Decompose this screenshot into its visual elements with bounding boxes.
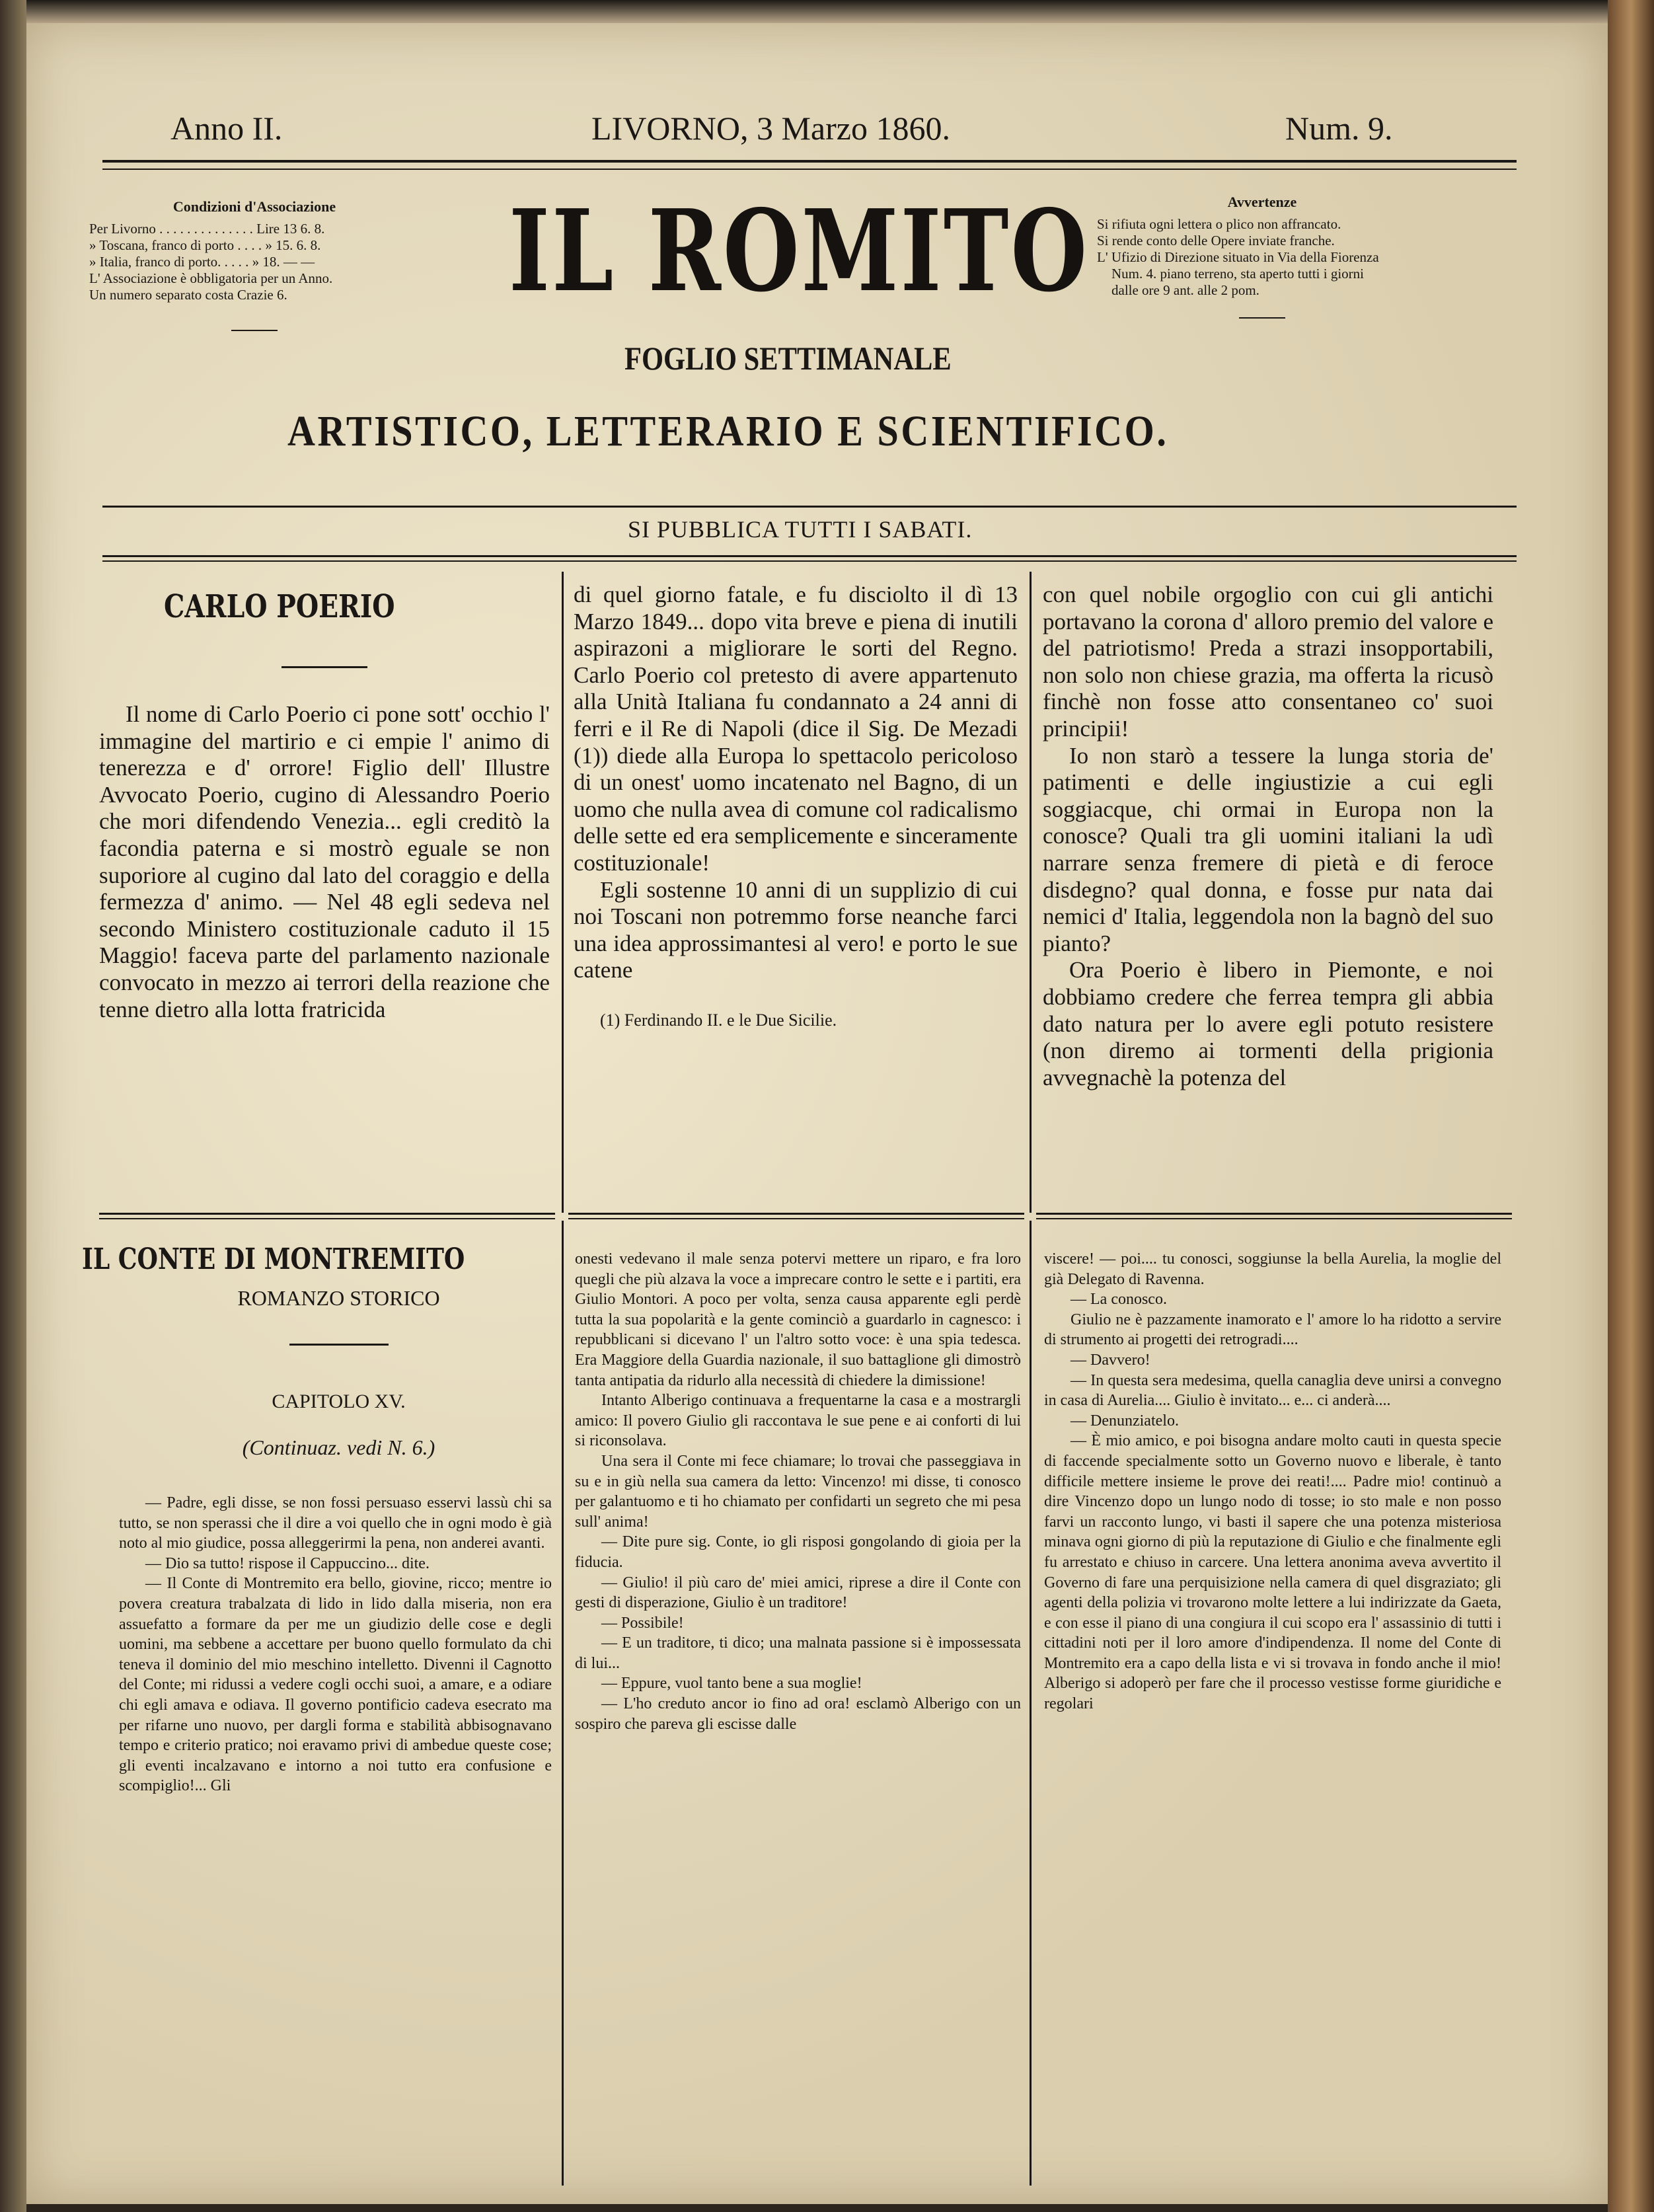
- article-carlo-poerio-col1: [99, 588, 550, 1023]
- conditions-title: Condizioni d'Associazione: [172, 198, 336, 215]
- warnings-box: [1097, 194, 1427, 319]
- conditions-line: L' Associazione è obbligatoria per un Anno.: [89, 270, 333, 286]
- warnings-dash: [1239, 317, 1285, 319]
- masthead-title: IL ROMITO: [509, 185, 1090, 317]
- title-rule: [289, 1344, 389, 1346]
- conditions-line: Un numero separato costa Crazie 6.: [89, 287, 287, 303]
- article-carlo-poerio-col3: [1043, 582, 1493, 1091]
- paragraph: — La conosco.: [1071, 1291, 1167, 1309]
- section-rule: [99, 1218, 555, 1219]
- paragraph: Una sera il Conte mi fece chiamare; lo trovai che passeggiava in su e in giù nella sua camera da letto: Vincenzo! mi disse, ti conosco per galantuomo e ti ho chiamato per confidarti un segreto che mi pesa sull' anima!: [575, 1452, 1021, 1531]
- masthead-subtitle: FOGLIO SETTIMANALE: [624, 340, 952, 377]
- column-divider: [562, 1221, 564, 2186]
- section-rule: [99, 1213, 555, 1215]
- chapter-heading: CAPITOLO XV.: [272, 1391, 406, 1412]
- paragraph: Giulio ne è pazzamente inamorato e l' amore lo ha ridotto a servire di strumento ai progetti dei retrogradi....: [1044, 1311, 1501, 1349]
- paragraph: di quel giorno fatale, e fu disciolto il dì 13 Marzo 1849... dopo vita breve e piena di inutili aspirazoni a migliorare le sorti del Regno. Carlo Poerio col pretesto di avere appartenuto alla Unità Italiana fu condannato a 24 anni di ferri e il Re di Napoli (dice il Sig. De Mezadi (1)) diede alla Europa lo spettacolo pericoloso di un onest' uomo incatenato nel Bagno, di un uomo che nulla avea di comune col radicalismo delle sette ed era semplicemente e sinceramente costituzionale!: [574, 582, 1018, 876]
- paragraph: Il nome di Carlo Poerio ci pone sott' occhio l' immagine del martirio e ci empie l' animo di tenerezza e d' orrore! Figlio dell' Illustre Avvocato Poerio, cugino di Alessandro Poerio che mori difendendo Venezia... egli creditò la facondia paterna e si mostrò eguale se non suporiore al cugino dal lato del coraggio e della fermezza d' animo. — Nel 48 egli sedeva nel secondo Ministero costituzionale caduto il 15 Maggio! faceva parte del parlamento nazionale convocato in mezzo ai terrori della reazione che tenne dietro alla lotta fratricida: [99, 701, 550, 1022]
- book-spine: [0, 0, 26, 2212]
- paragraph: — L'ho creduto ancor io fino ad ora! esclamò Alberigo con un sospiro che pareva gli escisse dalle: [575, 1695, 1021, 1733]
- warnings-line: Si rende conto delle Opere inviate franche.: [1097, 233, 1335, 248]
- warnings-line: Si rifiuta ogni lettera o plico non affrancato.: [1097, 216, 1341, 232]
- section-rule: [568, 1213, 1024, 1215]
- book-top-edge: [0, 0, 1654, 26]
- article-title: IL CONTE DI MONTREMITO: [82, 1242, 465, 1276]
- masthead-tagline: ARTISTICO, LETTERARIO E SCIENTIFICO.: [287, 407, 1169, 455]
- article-carlo-poerio-col2: [574, 582, 1018, 1030]
- paragraph: — Giulio! il più caro de' miei amici, riprese a dire il Conte con gesti di disperazione, Giulio è un traditore!: [575, 1574, 1021, 1612]
- column-divider: [1030, 1221, 1032, 2186]
- publication-schedule: SI PUBBLICA TUTTI I SABATI.: [628, 516, 973, 543]
- issue-place-date: LIVORNO, 3 Marzo 1860.: [591, 110, 950, 147]
- conditions-line: » Italia, franco di porto. . . . . » 18. — —: [89, 254, 315, 270]
- section-rule: [1036, 1218, 1512, 1219]
- paragraph: — Davvero!: [1071, 1351, 1150, 1369]
- book-cover-edge: [1608, 0, 1654, 2212]
- footnote: (1) Ferdinando II. e le Due Sicilie.: [600, 1010, 837, 1030]
- paragraph: — In questa sera medesima, quella canaglia deve unirsi a convegno in casa di Aurelia.... Giulio è invitato... e... ci anderà....: [1044, 1371, 1501, 1410]
- conditions-line: » Toscana, franco di porto . . . . » 15. 6. 8.: [89, 237, 321, 253]
- article-conte-col3: [1044, 1249, 1501, 1714]
- subscription-conditions: [89, 198, 420, 331]
- continuation-note: (Continuaz. vedi N. 6.): [242, 1435, 435, 1459]
- paragraph: — Dio sa tutto! rispose il Cappuccino... dite.: [145, 1554, 430, 1572]
- header-rule-top: [102, 160, 1517, 163]
- warnings-title: Avvertenze: [1227, 194, 1297, 210]
- issue-year: Anno II.: [170, 110, 283, 147]
- column-divider: [1030, 572, 1032, 1213]
- article-title: CARLO POERIO: [163, 588, 395, 625]
- column-divider: [562, 572, 564, 1213]
- header-rule-top-thin: [102, 169, 1517, 170]
- article-subtitle: ROMANZO STORICO: [237, 1286, 440, 1310]
- article-conte-col2: [575, 1249, 1021, 1734]
- paragraph: Ora Poerio è libero in Piemonte, e noi dobbiamo credere che ferrea tempra gli abbia dato natura per lo avere egli potuto resistere (non diremo ai tormenti della prigionia avvegnachè la potenza del: [1043, 957, 1493, 1090]
- paragraph: — Il Conte di Montremito era bello, giovine, ricco; mentre io povera creatura trabalzata di lido in lido dalla miseria, non era assuefatto a formare da per me un giudizio delle cose e degli uomini, ma sebbene a accettare per buono quello formulato da chi teneva il dominio del mio meschino intelletto. Divenni il Cagnotto del Conte; mi ridussi a vedere cogli occhi suoi, a amare, e a odiare chi egli amava e odiava. Il governo pontificio cadeva esecrato ma per rifarne uno nuovo, per dargli forma e stabilità abbisognavano tempo e criterio pratico; noi eravamo privi di ambedue queste cose; gli eventi incalzavano e intorno a noi tutto era confusione e scompiglio!... Gli: [119, 1575, 552, 1795]
- paragraph: Intanto Alberigo continuava a frequentarne la casa e a mostrargli amico: Il povero Giulio gli raccontava le sue pene e ai conforti di lui si riconsolava.: [575, 1392, 1021, 1450]
- paragraph: — Possibile!: [601, 1614, 684, 1632]
- section-rule: [1036, 1213, 1512, 1215]
- paragraph: onesti vedevano il male senza potervi mettere un riparo, e fra loro quegli che più alzava la voce a imprecare contro le sette e i partiti, era Giulio Montori. A poco per volta, senza causa apparente egli perdè tutta la sua popolarità e la gente cominciò a guardarlo in cagnesco: i repubblicani si dicevano l' un l'altro sotto voce: è una spia tedesca. Era Maggiore della Guardia nazionale, il suo battaglione gli dimostrò tanta antipatia da ridurlo alla necessità di chiedere la dimissione!: [575, 1250, 1021, 1389]
- paragraph: — Padre, egli disse, se non fossi persuaso esservi lassù chi sa tutto, se non sperassi che il dire a voi quello che in ogni modo è già noto al mio giudice, possa alleggerirmi la pena, non anderei avanti.: [119, 1494, 552, 1552]
- section-rule: [568, 1218, 1024, 1219]
- schedule-rule-2: [102, 560, 1517, 562]
- masthead-rule-bottom: [102, 506, 1517, 508]
- title-rule: [282, 666, 367, 668]
- article-conte-col1: [82, 1242, 552, 1796]
- paragraph: — E un traditore, ti dico; una malnata passione si è impossessata di lui...: [575, 1634, 1021, 1672]
- warnings-line: L' Ufizio di Direzione situato in Via della Fiorenza: [1097, 249, 1379, 265]
- conditions-dash: [231, 330, 278, 331]
- newspaper-page: [26, 23, 1608, 2204]
- issue-number: Num. 9.: [1285, 110, 1393, 147]
- paragraph: — Dite pure sig. Conte, io gli risposi gongolando di gioia per la fiducia.: [575, 1533, 1021, 1571]
- schedule-rule-1: [102, 555, 1517, 557]
- paragraph: con quel nobile orgoglio con cui gli antichi portavano la corona d' alloro premio del valore e del patriotismo! Preda a strazi insopportabili, non solo non chiese grazia, ma offerta la ricusò finchè non fosse atto consentaneo co' suoi principii!: [1043, 582, 1493, 742]
- paragraph: — Eppure, vuol tanto bene a sua moglie!: [601, 1675, 862, 1693]
- paragraph: Io non starò a tessere la lunga storia de' patimenti e delle ingiustizie a cui egli soggiacque, chi ormai in Europa non la conosce? Quali tra gli uomini italiani la udì narrare senza fremere di pietà e di feroce disdegno? qual donna, e fosse pur nata dai nemici d' Italia, leggendola non la bagnò del suo pianto?: [1043, 742, 1493, 956]
- warnings-line: Num. 4. piano terreno, sta aperto tutti i giorni: [1111, 266, 1364, 282]
- paragraph: Egli sostenne 10 anni di un supplizio di cui noi Toscani non potremmo forse neanche farci una idea approssimantesi al vero! e porto le sue catene: [574, 876, 1018, 983]
- paragraph: viscere! — poi.... tu conosci, soggiunse la bella Aurelia, la moglie del già Delegato di Ravenna.: [1044, 1250, 1501, 1288]
- paragraph: — Denunziatelo.: [1071, 1412, 1179, 1430]
- paragraph: — È mio amico, e poi bisogna andare molto cauti in questa specie di faccende specialmente sotto un Governo nuovo e liberale, è tanto difficile mettere insieme le prove dei reati!.... Padre mio! continuò a dire Vincenzo dopo un lungo nodo di tosse; io sto male e non posso farvi un racconto lungo, vi basti il sapere che una potenza misteriosa minava ogni giorno di più la reputazione di Giulio e che finalmente egli fu arrestato e chiuso in carcere. Una lettera anonima aveva avvertito il Governo di fare una perquisizione nella camera di quel disgraziato; gli agenti della polizia vi trovarono molte lettere a lui indirizzate da Gaeta, e con esse il piano di una congiura il cui scopo era l' assassinio di tutti i cittadini noti per il loro amore d'indipendenza. Il nome del Conte di Montremito era a capo della lista e vi si trovava in fondo anche il mio! Alberigo si adoperò per fare che il processo vestisse forme giuridiche e regolari: [1044, 1432, 1501, 1713]
- conditions-line: Per Livorno . . . . . . . . . . . . . . Lire 13 6. 8.: [89, 221, 325, 237]
- warnings-line: dalle ore 9 ant. alle 2 pom.: [1111, 282, 1259, 298]
